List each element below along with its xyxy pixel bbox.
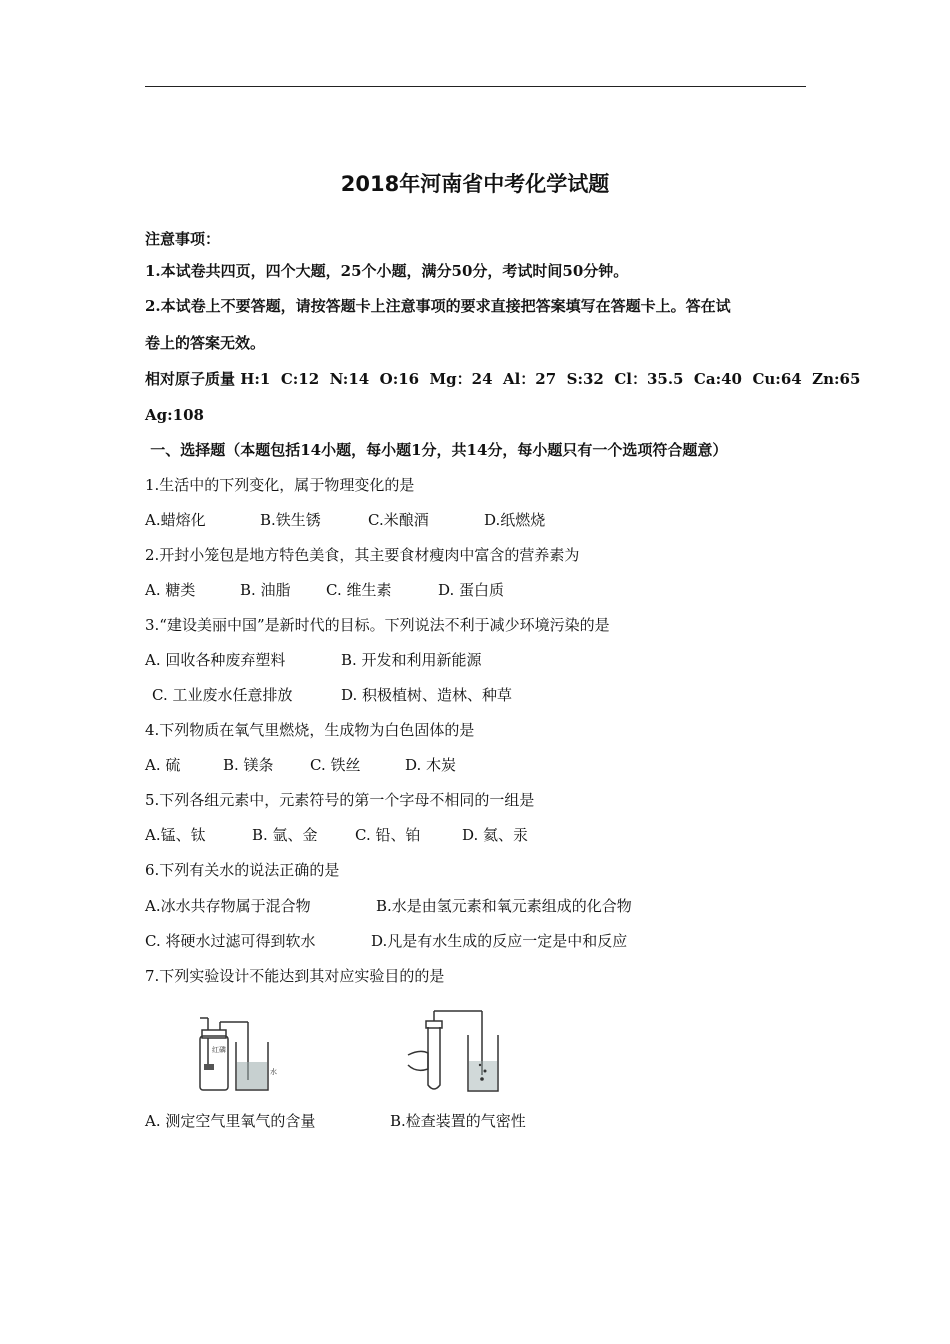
- question-6-option-d: D.凡是有水生成的反应一定是中和反应: [371, 932, 628, 950]
- question-5-option-b: B. 氩、金: [252, 826, 318, 844]
- notes-item-1: 1.本试卷共四页，四个大题，25个小题，满分50分，考试时间50分钟。: [145, 262, 629, 280]
- question-5-options: [145, 824, 528, 846]
- question-2-stem: 2.开封小笼包是地方特色美食，其主要食材瘦肉中富含的营养素为: [145, 546, 580, 564]
- question-3-option-b: B. 开发和利用新能源: [341, 651, 482, 669]
- question-5-option-c: C. 铅、铂: [355, 826, 421, 844]
- figure-b-airtightness-apparatus: [402, 1005, 506, 1095]
- question-6-options-row-2: [145, 930, 627, 952]
- question-1-options: [145, 509, 545, 531]
- notes-heading: 注意事项：: [145, 230, 221, 248]
- question-1-option-a: A.蜡熔化: [145, 511, 206, 529]
- question-7-stem: 7.下列实验设计不能达到其对应实验目的的是: [145, 967, 445, 985]
- question-2-option-d: D. 蛋白质: [438, 581, 505, 599]
- question-7-options: [145, 1110, 526, 1132]
- question-6-option-c: C. 将硬水过滤可得到软水: [145, 932, 316, 950]
- atomic-mass-line-2: Ag:108: [145, 406, 204, 424]
- figure-a-oxygen-content-apparatus: [190, 1012, 280, 1094]
- question-4-options: [145, 754, 456, 776]
- question-3-option-a: A. 回收各种废弃塑料: [145, 651, 286, 669]
- question-2-option-c: C. 维生素: [326, 581, 392, 599]
- question-6-option-b: B.水是由氢元素和氧元素组成的化合物: [376, 897, 632, 915]
- figure-a-label-phosphorus: 红磷: [212, 1046, 226, 1054]
- question-2-option-b: B. 油脂: [240, 581, 291, 599]
- question-2-options: [145, 579, 504, 601]
- question-5-option-a: A.锰、钛: [145, 826, 206, 844]
- question-4-option-d: D. 木炭: [405, 756, 457, 774]
- notes-item-2-line-2: 卷上的答案无效。: [145, 334, 266, 352]
- question-3-option-c: C. 工业废水任意排放: [152, 686, 293, 704]
- figure-a-label-water: 水: [270, 1068, 277, 1076]
- page-title: 2018年河南省中考化学试题: [340, 172, 610, 196]
- question-7-option-b: B.检查装置的气密性: [390, 1112, 526, 1130]
- question-3-options-row-1: [145, 649, 482, 671]
- question-4-option-c: C. 铁丝: [310, 756, 361, 774]
- question-6-stem: 6.下列有关水的说法正确的是: [145, 861, 340, 879]
- atomic-mass-line-1: 相对原子质量 H:1 C:12 N:14 O:16 Mg：24 Al：27 S:32 Cl：35.5 Ca:40 Cu:64 Zn:65: [145, 370, 861, 388]
- question-5-option-d: D. 氦、汞: [462, 826, 529, 844]
- question-4-stem: 4.下列物质在氧气里燃烧，生成物为白色固体的是: [145, 721, 475, 739]
- question-4-option-a: A. 硫: [145, 756, 181, 774]
- question-3-options-row-2: [152, 684, 512, 706]
- question-1-option-d: D.纸燃烧: [484, 511, 546, 529]
- header-rule: [145, 86, 806, 87]
- question-5-stem: 5.下列各组元素中，元素符号的第一个字母不相同的一组是: [145, 791, 535, 809]
- question-7-option-a: A. 测定空气里氧气的含量: [145, 1112, 316, 1130]
- question-1-option-c: C.米酿酒: [368, 511, 429, 529]
- notes-item-2-line-1: 2.本试卷上不要答题，请按答题卡上注意事项的要求直接把答案填写在答题卡上。答在试: [145, 297, 731, 315]
- section-heading: 一、选择题（本题包括14小题，每小题1分，共14分，每小题只有一个选项符合题意）: [145, 441, 728, 459]
- question-3-option-d: D. 积极植树、造林、种草: [341, 686, 513, 704]
- question-1-stem: 1.生活中的下列变化，属于物理变化的是: [145, 476, 415, 494]
- question-2-option-a: A. 糖类: [145, 581, 196, 599]
- question-6-option-a: A.冰水共存物属于混合物: [145, 897, 311, 915]
- question-3-stem: 3.“建设美丽中国”是新时代的目标。下列说法不利于减少环境污染的是: [145, 616, 610, 634]
- question-1-option-b: B.铁生锈: [260, 511, 321, 529]
- question-6-options-row-1: [145, 895, 632, 917]
- question-4-option-b: B. 镁条: [223, 756, 274, 774]
